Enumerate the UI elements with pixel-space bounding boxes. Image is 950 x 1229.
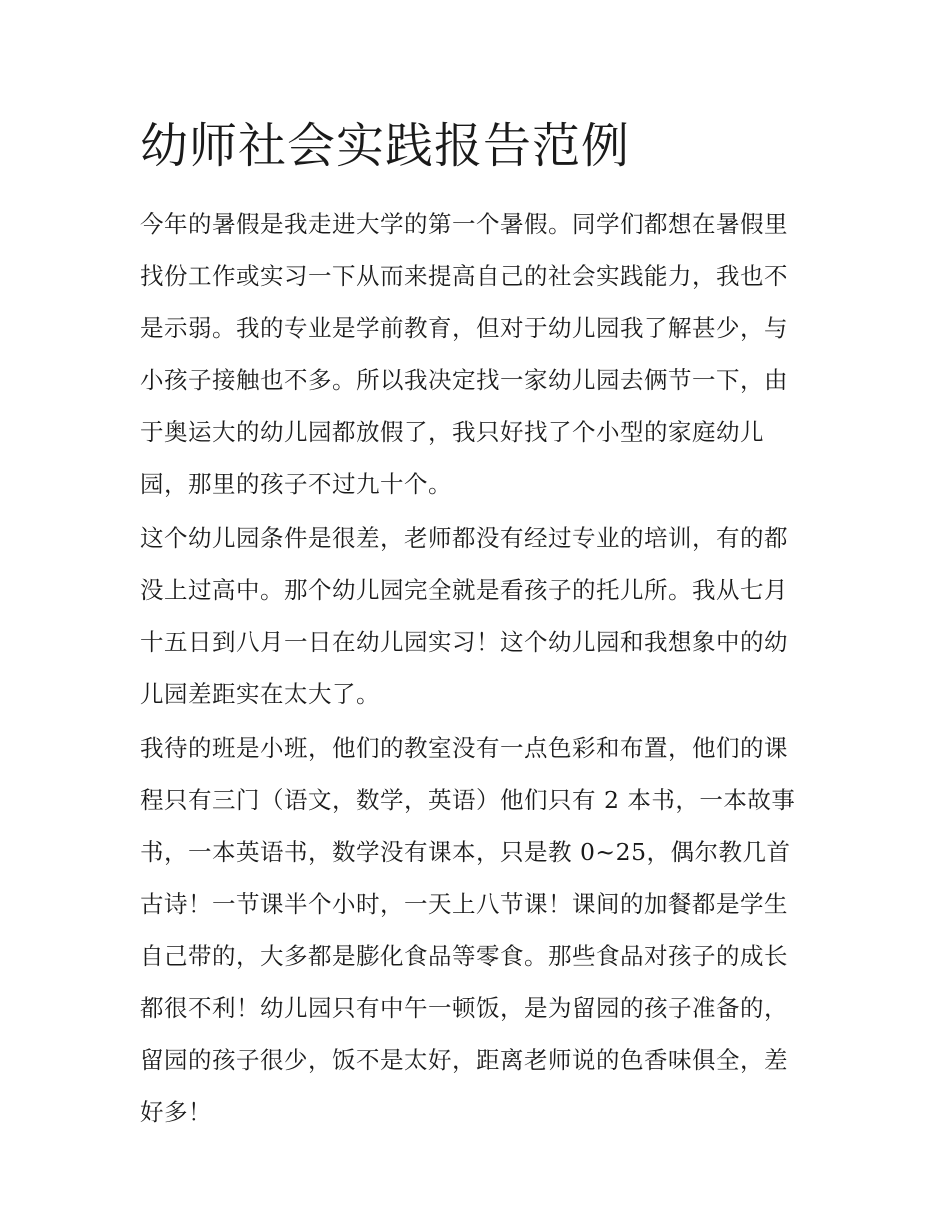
paragraph-1 [140,198,820,510]
paragraph-line: 于奥运大的幼儿园都放假了，我只好找了个小型的家庭幼儿 [140,418,764,446]
paragraph-line: 留园的孩子很少，饭不是太好，距离老师说的色香味俱全，差 [140,1046,788,1074]
paragraph-line: 这个幼儿园条件是很差，老师都没有经过专业的培训，有的都 [140,524,788,552]
paragraph-line: 今年的暑假是我走进大学的第一个暑假。同学们都想在暑假里 [140,210,788,238]
paragraph-3 [140,722,820,1138]
page-title: 幼师社会实践报告范例 [140,118,631,174]
paragraph-line: 自己带的，大多都是膨化食品等零食。那些食品对孩子的成长 [140,942,788,970]
paragraph-2 [140,512,820,720]
paragraph-line: 小孩子接触也不多。所以我决定找一家幼儿园去俩节一下，由 [140,366,788,394]
paragraph-line: 十五日到八月一日在幼儿园实习！这个幼儿园和我想象中的幼 [140,628,788,656]
paragraph-line: 儿园差距实在太大了。 [140,680,380,708]
paragraph-line: 园，那里的孩子不过九十个。 [140,470,452,498]
paragraph-line: 我待的班是小班，他们的教室没有一点色彩和布置，他们的课 [140,734,788,762]
paragraph-line: 没上过高中。那个幼儿园完全就是看孩子的托儿所。我从七月 [140,576,788,604]
paragraph-line: 好多！ [140,1098,212,1126]
paragraph-line: 程只有三门（语文，数学，英语）他们只有 2 本书，一本故事 [140,786,796,814]
paragraph-line: 都很不利！幼儿园只有中午一顿饭，是为留园的孩子准备的， [140,994,788,1022]
paragraph-line: 书，一本英语书，数学没有课本，只是教 0~25，偶尔教几首 [140,838,791,866]
paragraph-line: 古诗！一节课半个小时，一天上八节课！课间的加餐都是学生 [140,890,788,918]
paragraph-line: 找份工作或实习一下从而来提高自己的社会实践能力，我也不 [140,262,788,290]
paragraph-line: 是示弱。我的专业是学前教育，但对于幼儿园我了解甚少，与 [140,314,788,342]
document-page [140,112,820,1138]
